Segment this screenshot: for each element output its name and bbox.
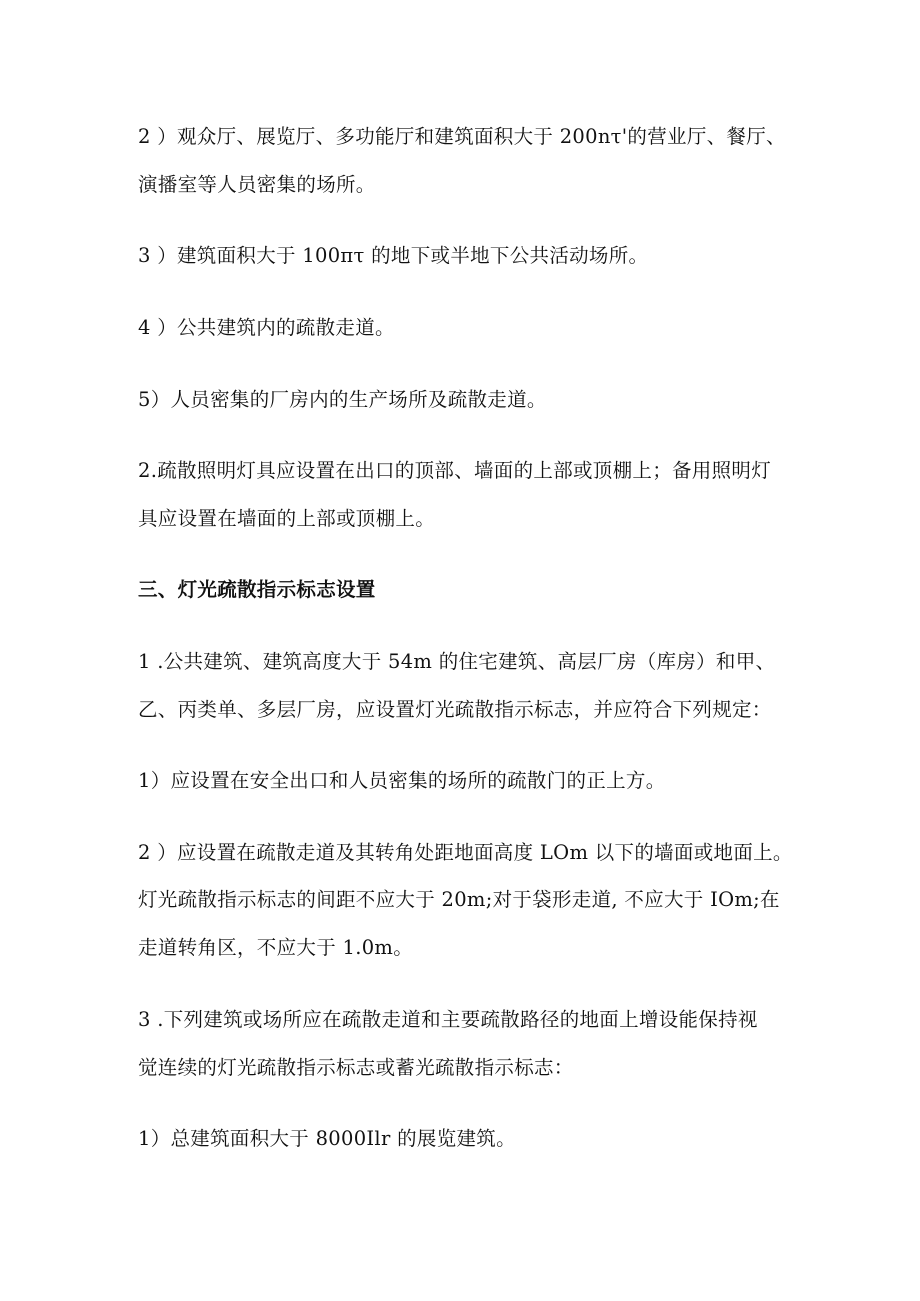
- clause-1-item-2-line-3: 走道转角区，不应大于 1.0m。: [138, 936, 414, 959]
- clause-3-item-1: 1）总建筑面积大于 8000Ilr 的展览建筑。: [138, 1127, 516, 1150]
- list-item-2-line-2: 演播室等人员密集的场所。: [138, 173, 376, 196]
- clause-3-line-1: 3 .下列建筑或场所应在疏散走道和主要疏散路径的地面上增设能保持视: [138, 1008, 758, 1031]
- list-item-2-line-1: 2 ）观众厅、展览厅、多功能厅和建筑面积大于 200nτ'的营业厅、餐厅、: [138, 125, 786, 148]
- clause-3-line-2: 觉连续的灯光疏散指示标志或蓄光疏散指示标志：: [138, 1056, 574, 1079]
- clause-1-item-2-line-1: 2 ）应设置在疏散走道及其转角处距地面高度 LOm 以下的墙面或地面上。: [138, 841, 793, 864]
- section-heading: 三、灯光疏散指示标志设置: [138, 578, 376, 601]
- clause-1-line-2: 乙、丙类单、多层厂房，应设置灯光疏散指示标志，并应符合下列规定：: [138, 698, 772, 721]
- clause-1-item-1: 1）应设置在安全出口和人员密集的场所的疏散门的正上方。: [138, 769, 666, 792]
- list-item-3: 3 ）建筑面积大于 100πτ 的地下或半地下公共活动场所。: [138, 244, 649, 267]
- list-item-5: 5）人员密集的厂房内的生产场所及疏散走道。: [138, 388, 547, 411]
- clause-1-item-2-line-2: 灯光疏散指示标志的间距不应大于 20m;对于袋形走道, 不应大于 IOm;在: [138, 888, 780, 911]
- list-item-4: 4 ）公共建筑内的疏散走道。: [138, 316, 395, 339]
- paragraph-2-line-1: 2.疏散照明灯具应设置在出口的顶部、墙面的上部或顶棚上；备用照明灯: [138, 459, 772, 482]
- clause-1-line-1: 1 .公共建筑、建筑高度大于 54m 的住宅建筑、高层厂房（库房）和甲、: [138, 650, 776, 673]
- paragraph-2-line-2: 具应设置在墙面的上部或顶棚上。: [138, 507, 436, 530]
